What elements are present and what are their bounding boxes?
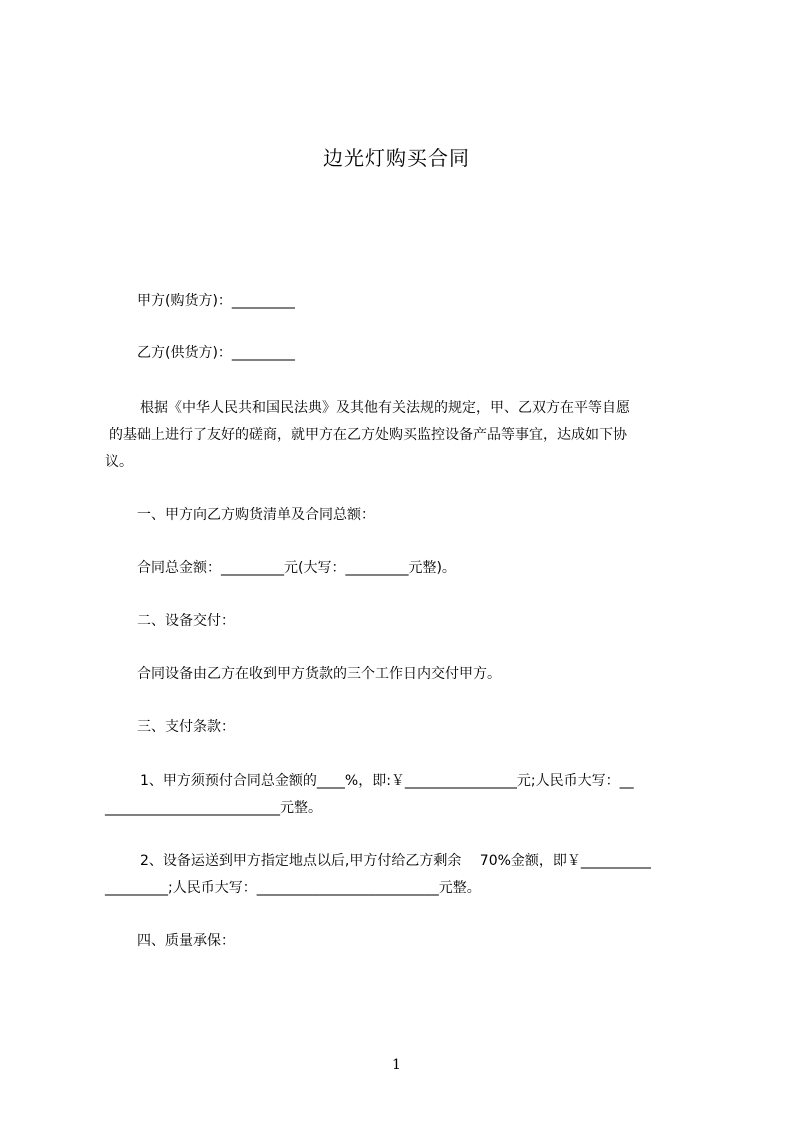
page-number: 1	[392, 1057, 401, 1073]
section-1-heading: 一、甲方向乙方购货清单及合同总额：	[137, 507, 375, 523]
section-1-total: 合同总金额：_________元(大写：_________元整)。	[137, 560, 456, 576]
section-3-item-2-line-2: _________;人民币大写：__________________________元整。	[105, 880, 481, 896]
document-title: 边光灯购买合同	[323, 146, 470, 170]
section-3-item-2-line-1: 2、设备运送到甲方指定地点以后,甲方付给乙方剩余 70%金额，即￥__________	[140, 853, 651, 869]
section-3-item-1-line-1: 1、甲方须预付合同总金额的____%，即:￥________________元;人民币大写：__	[140, 773, 634, 789]
preamble-line-1: 根据《中华人民共和国民法典》及其他有关法规的规定，甲、乙双方在平等自愿	[140, 400, 630, 416]
preamble-line-2: 的基础上进行了友好的磋商，就甲方在乙方处购买监控设备产品等事宜，达成如下协	[109, 427, 627, 443]
section-2-text: 合同设备由乙方在收到甲方货款的三个工作日内交付甲方。	[137, 666, 501, 682]
section-3-heading: 三、支付条款：	[137, 719, 235, 735]
party-b-line: 乙方(供货方)：_________	[137, 345, 295, 361]
section-2-heading: 二、设备交付：	[137, 613, 235, 629]
party-a-line: 甲方(购货方)：_________	[137, 293, 295, 309]
section-4-heading: 四、质量承保：	[137, 933, 235, 949]
section-3-item-1-line-2: _________________________元整。	[105, 800, 322, 816]
preamble-line-3: 议。	[105, 454, 133, 470]
